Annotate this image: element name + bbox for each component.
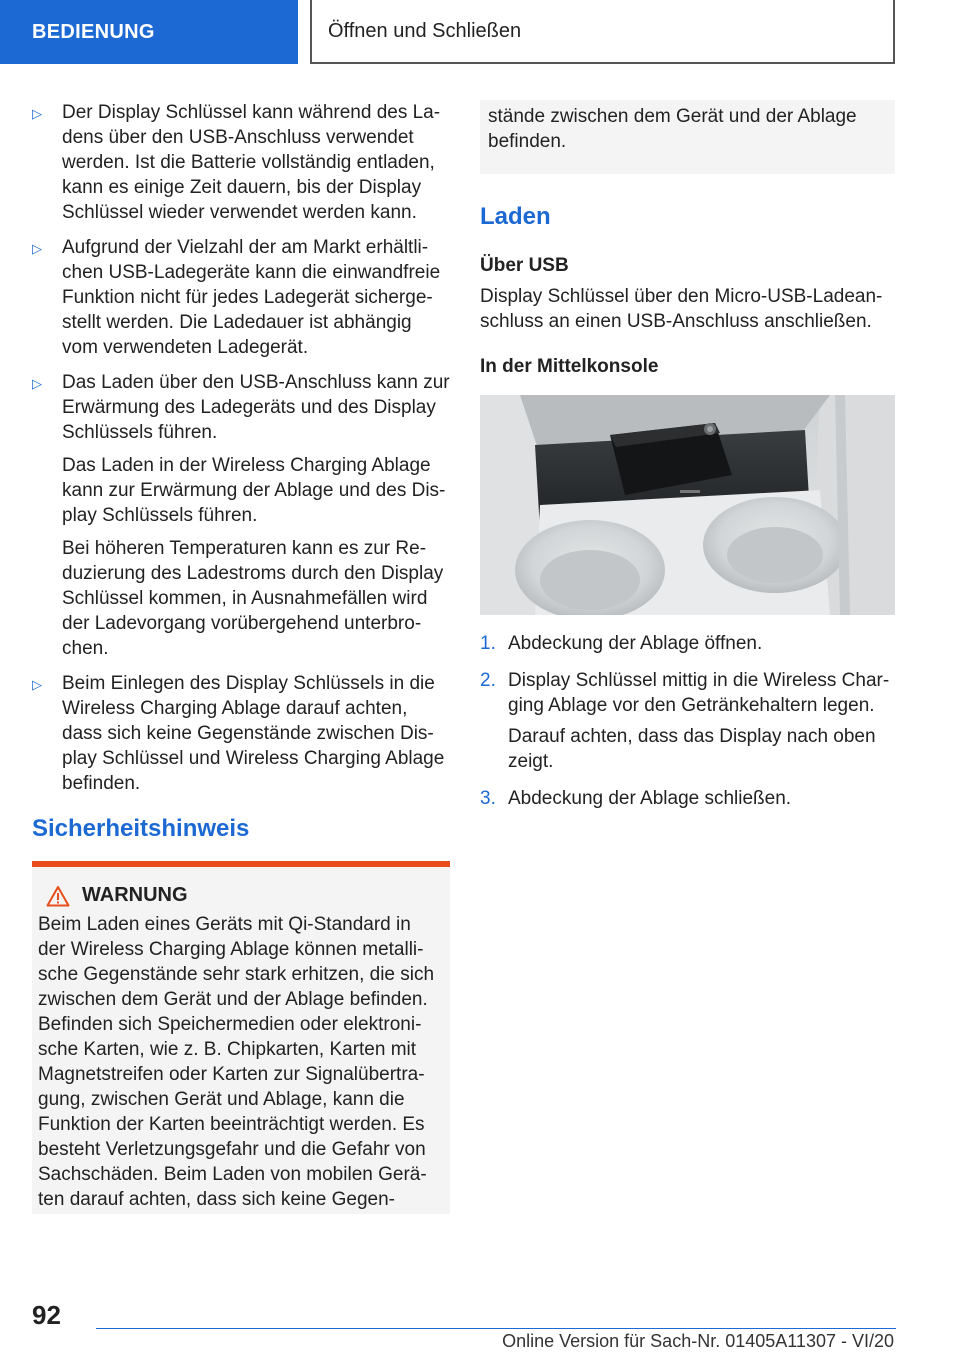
warning-text: Beim Laden eines Geräts mit Qi-Standard in der Wireless Charging Ablage können metallische Gegenstände sehr stark erhitzen, die sich zwischen dem Gerät und der Ablage befinden. Befinden sich Speichermedien oder elektronische Karten, wie z. B. Chipkarten, Karten mit Magnetstreifen oder Karten zur Signalübertragung, zwischen Gerät und Ablage, kann die Funktion der Karten beeinträchtigt werden. Es besteht Verletzungsgefahr und die Gefahr von Sachschäden. Beim Laden von mobilen Geräten darauf achten, dass sich keine Gegen- xyxy=(38,914,435,1210)
section-label: BEDIENUNG xyxy=(32,20,155,43)
warning-continued-text: stände zwischen dem Gerät und der Ablage befinden. xyxy=(488,106,857,152)
bullet-item xyxy=(32,100,450,225)
step-paragraph: Abdeckung der Ablage öffnen. xyxy=(508,633,763,654)
bullet-item xyxy=(32,235,450,360)
usb-text: Display Schlüssel über den Micro-USB-Ladeanschluss an einen USB-Anschluss anschließen. xyxy=(480,286,883,332)
step-item xyxy=(480,786,895,817)
step-item xyxy=(480,631,895,662)
step-paragraph: Display Schlüssel mittig in die Wireless Charging Ablage vor den Getränkehaltern legen. xyxy=(508,670,890,716)
charging-title: Laden xyxy=(480,203,551,230)
bullet-body xyxy=(62,235,450,360)
warning-triangle-icon xyxy=(46,885,70,907)
section-tab xyxy=(0,0,298,64)
bullet-paragraph: Das Laden in der Wireless Charging Ablage kann zur Erwärmung der Ablage und des Display Schlüssels führen. xyxy=(62,455,446,526)
triangle-bullet-icon: ▷ xyxy=(32,677,42,692)
step-number: 1. xyxy=(480,633,496,654)
bullet-paragraph: Bei höheren Temperaturen kann es zur Reduzierung des Ladestroms durch den Display Schlüssel kommen, in Ausnahmefällen wird der Ladevorgang vorübergehend unterbrochen. xyxy=(62,538,444,659)
step-item xyxy=(480,668,895,780)
step-body xyxy=(508,631,762,662)
triangle-bullet-icon: ▷ xyxy=(32,376,42,391)
chapter-header xyxy=(310,0,895,64)
step-number: 2. xyxy=(480,670,496,691)
center-console-image xyxy=(480,395,895,615)
warning-box xyxy=(32,867,450,1214)
console-subtitle: In der Mittelkonsole xyxy=(480,356,659,377)
step-paragraph: Abdeckung der Ablage schließen. xyxy=(508,788,792,809)
page-number: 92 xyxy=(32,1300,61,1330)
warning-label: WARNUNG xyxy=(82,884,188,906)
safety-title: Sicherheitshinweis xyxy=(32,815,250,842)
left-column xyxy=(32,100,450,1214)
step-number: 3. xyxy=(480,788,496,809)
bullet-paragraph: Aufgrund der Vielzahl der am Markt erhältlichen USB-Ladegeräte kann die einwandfreie Funktion nicht für jedes Ladegerät sichergestellt werden. Die Ladedauer ist abhängig vom verwendeten Ladegerät. xyxy=(62,237,441,358)
usb-subtitle: Über USB xyxy=(480,255,569,276)
step-paragraph: Darauf achten, dass das Display nach oben zeigt. xyxy=(508,726,876,772)
triangle-bullet-icon: ▷ xyxy=(32,106,42,121)
bullet-list xyxy=(32,100,450,796)
bullet-paragraph: Beim Einlegen des Display Schlüssels in die Wireless Charging Ablage darauf achten, dass sich keine Gegenstände zwischen Display Schlüssel und Wireless Charging Ablage befinden. xyxy=(62,673,445,794)
step-body xyxy=(508,786,791,817)
warning-continued-box xyxy=(480,100,895,174)
warning-heading xyxy=(38,883,442,908)
footer-text: Online Version für Sach-Nr. 01405A11307 - VI/20 xyxy=(502,1331,894,1351)
chapter-title: Öffnen und Schließen xyxy=(328,19,522,42)
step-list xyxy=(480,631,895,817)
bullet-item xyxy=(32,370,450,661)
bullet-body xyxy=(62,100,450,225)
step-body xyxy=(508,668,895,780)
triangle-bullet-icon: ▷ xyxy=(32,241,42,256)
bullet-paragraph: Der Display Schlüssel kann während des Ladens über den USB-Anschluss verwendet werden. Ist die Batterie vollständig entladen, kann es einige Zeit dauern, bis der Display Schlüssel wieder verwendet werden kann. xyxy=(62,102,441,223)
right-column xyxy=(480,100,895,823)
bullet-item xyxy=(32,671,450,796)
bullet-body xyxy=(62,671,450,796)
footer-rule xyxy=(96,1328,896,1329)
bullet-paragraph: Das Laden über den USB-Anschluss kann zur Erwärmung des Ladegeräts und des Display Schlüssels führen. xyxy=(62,372,450,443)
bullet-body xyxy=(62,370,450,661)
